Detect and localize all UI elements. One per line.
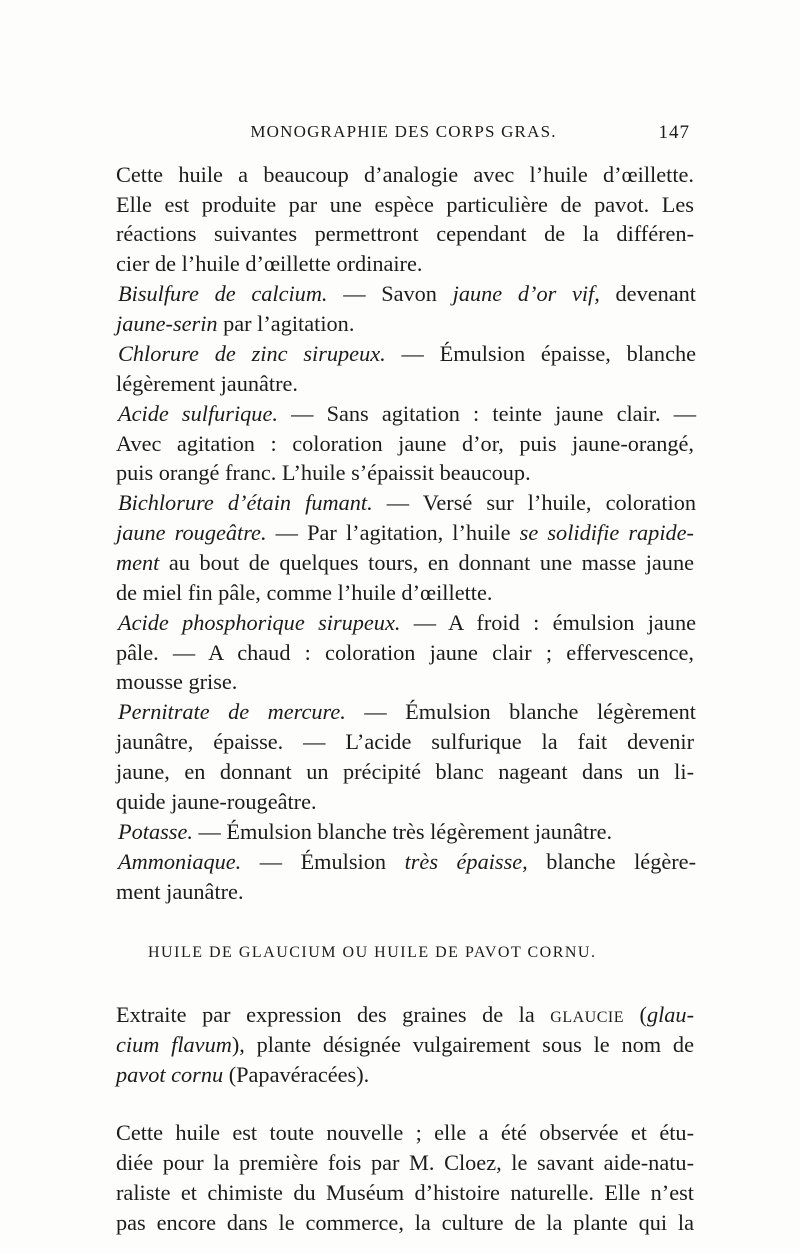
reagent-name: Potasse. — [118, 819, 193, 844]
reagent-name: Pernitrate de mercure. — [118, 699, 346, 724]
reagent-entry-chlorure: Chlorure de zinc sirupeux. — Émulsion épaisse, blanche — [118, 341, 697, 366]
text-line: légèrement jaunâtre. — [116, 371, 298, 396]
text-line: puis orangé franc. L’huile s’épaissit beaucoup. — [116, 460, 531, 485]
text-line: cier de l’huile d’œillette ordinaire. — [116, 251, 423, 276]
text-line: réactions suivantes permettront cependant de la différen- — [116, 221, 694, 246]
text-line: Elle est produite par une espèce particulière de pavot. Les — [116, 192, 694, 217]
running-head — [117, 122, 690, 152]
running-title: MONOGRAPHIE DES CORPS GRAS. — [250, 122, 557, 141]
reagent-entry-potasse: Potasse. — Émulsion blanche très légèrement jaunâtre. — [118, 819, 613, 844]
reagent-entry-bisulfure: Bisulfure de calcium. — Savon jaune d’or vif, devenant — [118, 281, 696, 306]
text-line: diée pour la première fois par M. Cloez, le savant aide-natu- — [116, 1150, 694, 1175]
text-line: quide jaune-rougeâtre. — [116, 789, 317, 814]
text-line: Cette huile a beaucoup d’analogie avec l’huile d’œillette. — [116, 162, 694, 187]
reagent-name: Acide sulfurique. — [118, 401, 278, 426]
text-line: de miel fin pâle, comme l’huile d’œillette. — [116, 580, 493, 605]
page-number: 147 — [658, 122, 690, 143]
text-line: ment jaunâtre. — [116, 879, 244, 904]
text-line: pavot cornu (Papavéracées). — [116, 1062, 370, 1087]
text-line: mousse grise. — [116, 669, 238, 694]
text-line: jaune rougeâtre. — Par l’agitation, l’huile se solidifie rapide- — [116, 520, 694, 545]
text-line: jaunâtre, épaisse. — L’acide sulfurique la fait devenir — [116, 729, 694, 754]
reagent-entry-pernitrate: Pernitrate de mercure. — Émulsion blanche légèrement — [118, 699, 696, 724]
text-line: jaune-serin par l’agitation. — [116, 311, 355, 336]
reagent-name: Bichlorure d’étain fumant. — [118, 490, 373, 515]
text-line: raliste et chimiste du Muséum d’histoire naturelle. Elle n’est — [116, 1180, 694, 1205]
reagent-entry-bichlorure: Bichlorure d’étain fumant. — Versé sur l’huile, coloration — [118, 490, 697, 515]
text-line: pâle. — A chaud : coloration jaune clair ; effervescence, — [116, 640, 694, 665]
text-line: jaune, en donnant un précipité blanc nageant dans un li- — [116, 759, 694, 784]
reagent-name: Acide phosphorique sirupeux. — [118, 610, 401, 635]
text-line: Avec agitation : coloration jaune d’or, puis jaune-orangé, — [116, 431, 694, 456]
text-line: ment au bout de quelques tours, en donnant une masse jaune — [116, 550, 694, 575]
reagent-name: Ammoniaque. — [118, 849, 242, 874]
reagent-entry-acide-sulfurique: Acide sulfurique. — Sans agitation : teinte jaune clair. — — [118, 401, 696, 426]
section-heading: HUILE DE GLAUCIUM OU HUILE DE PAVOT CORNU. — [148, 944, 597, 961]
text-line: Cette huile est toute nouvelle ; elle a été observée et étu- — [116, 1120, 694, 1145]
text-line: pas encore dans le commerce, la culture de la plante qui la — [116, 1210, 694, 1235]
text-line: cium flavum), plante désignée vulgairement sous le nom de — [116, 1032, 694, 1057]
reagent-name: Bisulfure de calcium. — [118, 281, 328, 306]
reagent-entry-acide-phosphorique: Acide phosphorique sirupeux. — A froid : émulsion jaune — [118, 610, 696, 635]
reagent-entry-ammoniaque: Ammoniaque. — Émulsion très épaisse, blanche légère- — [118, 849, 696, 874]
text-line: Extraite par expression des graines de la glaucie (glau- — [116, 1002, 695, 1027]
reagent-name: Chlorure de zinc sirupeux. — [118, 341, 386, 366]
